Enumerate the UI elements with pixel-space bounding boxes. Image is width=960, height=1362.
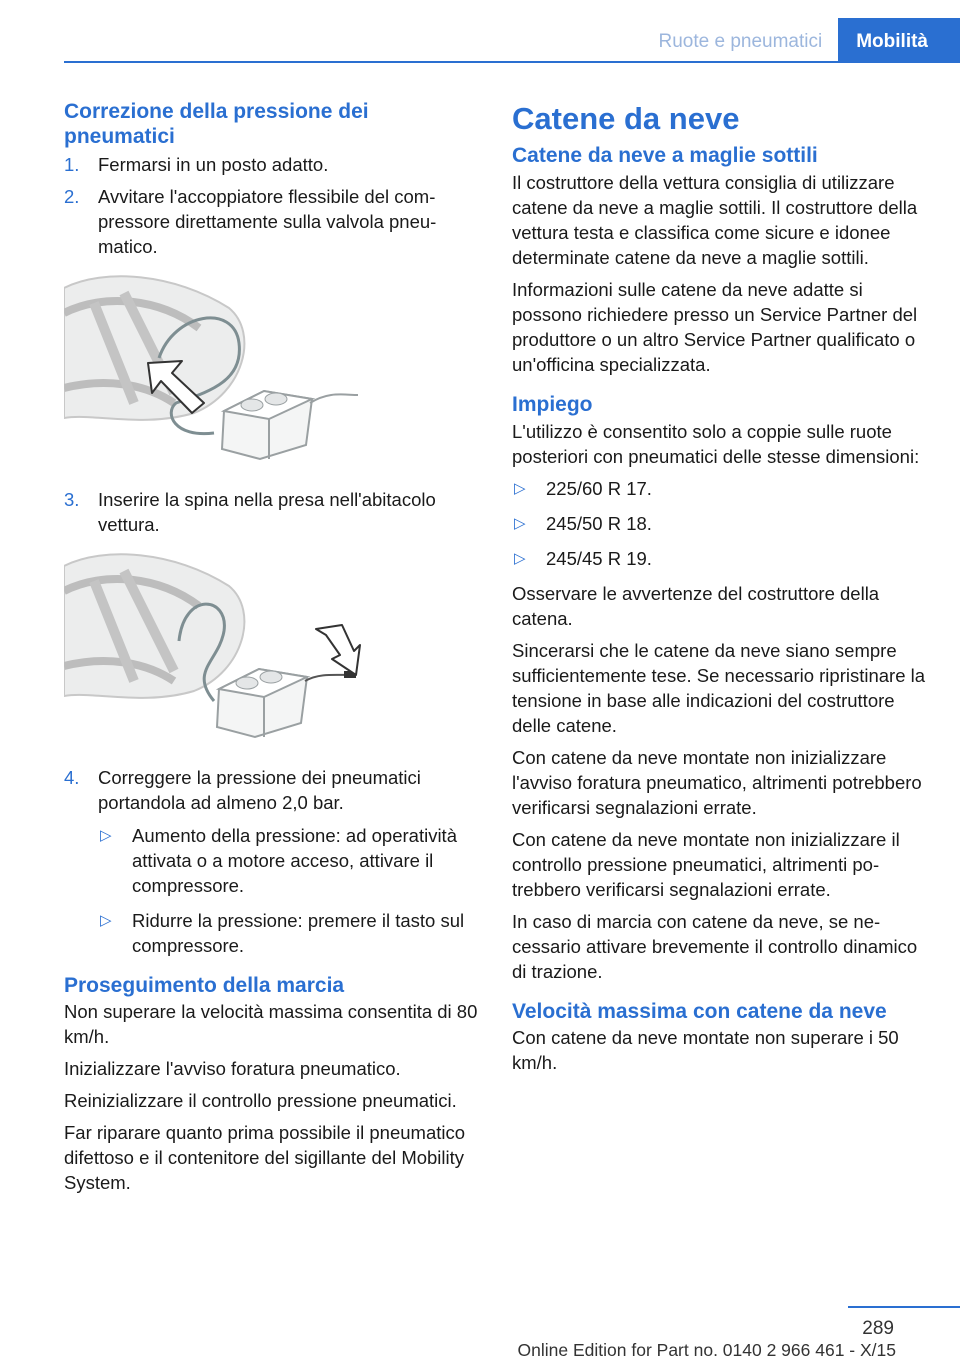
figure-compressor-plug-socket <box>64 551 364 741</box>
step-number: 4. <box>64 766 80 788</box>
bullet-increase-pressure <box>98 823 482 898</box>
figure-compressor-hose-valve <box>64 273 364 463</box>
running-header <box>643 18 960 62</box>
header-chapter-tab[interactable]: Mobilità <box>838 18 960 62</box>
tire-size-item <box>512 546 930 571</box>
heading-tire-pressure-correction: Correzione della pressione dei pneumatici <box>64 100 369 148</box>
step-text: Correggere la pressione dei pneumatici portandola ad almeno 2,0 bar. <box>98 766 421 813</box>
step-4 <box>64 765 482 958</box>
paragraph-flat-tire-warning: Con catene da neve montate non inizializzare l'avviso foratura pneumatico, altrimenti potrebbero verificarsi segnalazioni errate. <box>512 746 922 818</box>
paragraph-speed-limit: Non superare la velocità massima consentita di 80 km/h. <box>64 1001 478 1048</box>
steps-list-final <box>64 765 482 958</box>
tire-size-text: 245/45 R 19. <box>546 547 652 569</box>
heading-snow-chains: Catene da neve <box>512 101 740 136</box>
paragraph-usage-intro: L'utilizzo è consentito solo a coppie sulle ruote posteriori con pneumatici delle stesse dimensioni: <box>512 420 920 467</box>
tire-size-text: 225/60 R 17. <box>546 477 652 499</box>
tire-size-text: 245/50 R 18. <box>546 512 652 534</box>
paragraph-init-warning: Inizializzare l'avviso foratura pneumatico. <box>64 1058 401 1080</box>
step-number: 3. <box>64 488 80 510</box>
step-1 <box>64 152 482 177</box>
right-column <box>512 100 930 1082</box>
edition-footer: Online Edition for Part no. 0140 2 966 461 - X/15 <box>517 1340 896 1360</box>
bullet-text: Ridurre la pressione: premere il tasto sul compressore. <box>132 909 465 956</box>
tire-size-item <box>512 476 930 501</box>
tire-size-item <box>512 511 930 536</box>
triangle-bullet-icon: ▷ <box>514 479 526 497</box>
paragraph-observe-warnings: Osservare le avvertenze del costruttore della catena. <box>512 582 880 629</box>
heading-fine-link-chains: Catene da neve a maglie sottili <box>512 144 818 168</box>
left-column <box>64 100 482 1202</box>
step-3 <box>64 487 482 537</box>
pressure-adjust-list <box>98 823 482 958</box>
header-rule <box>64 61 960 63</box>
heading-max-speed-chains: Velocità massima con catene da neve <box>512 999 887 1023</box>
paragraph-reinit-monitor: Reinizializzare il controllo pressione pneumatici. <box>64 1090 457 1112</box>
steps-list <box>64 152 482 259</box>
heading-usage: Impiego <box>512 392 593 416</box>
triangle-bullet-icon: ▷ <box>514 514 526 532</box>
paragraph-recommendation: Il costruttore della vettura consiglia di utilizzare catene da neve a maglie sottili. Il costruttore della vettura testa e classifica come sicure e idonee determinate catene da neve a maglie sottili. <box>512 171 918 268</box>
bullet-reduce-pressure <box>98 908 482 958</box>
heading-continue-driving: Proseguimento della marcia <box>64 973 345 997</box>
paragraph-repair: Far riparare quanto prima possibile il pneumatico difettoso e il contenitore del sigillante del Mobility System. <box>64 1122 466 1194</box>
header-section-tab[interactable]: Ruote e pneumatici <box>658 31 823 52</box>
step-number: 1. <box>64 153 80 175</box>
paragraph-traction-control: In caso di marcia con catene da neve, se necessario attivare brevemente il controllo dinamico di trazione. <box>512 910 918 982</box>
page-number: 289 <box>862 1318 894 1339</box>
paragraph-pressure-monitor: Con catene da neve montate non inizializzare il controllo pressione pneumatici, altrimenti potrebbero verificarsi segnalazioni errate. <box>512 828 900 900</box>
step-text: Fermarsi in un posto adatto. <box>98 153 329 175</box>
step-number: 2. <box>64 185 80 207</box>
step-2 <box>64 184 482 259</box>
paragraph-max-speed: Con catene da neve montate non superare i 50 km/h. <box>512 1027 899 1074</box>
paragraph-chain-tension: Sincerarsi che le catene da neve siano sempre sufficientemente tese. Se necessario ripristinare la tensione in base alle indicazioni del costruttore delle catene. <box>512 639 926 736</box>
triangle-bullet-icon: ▷ <box>514 549 526 567</box>
steps-list-continued <box>64 487 482 537</box>
triangle-bullet-icon: ▷ <box>100 911 112 929</box>
footer-rule <box>848 1306 960 1308</box>
paragraph-information: Informazioni sulle catene da neve adatte si possono richiedere presso un Service Partner del produttore o un altro Service Partner qualificato o un'officina specializzata. <box>512 278 918 375</box>
triangle-bullet-icon: ▷ <box>100 826 112 844</box>
compressor-on-wheel-illustration <box>64 273 364 463</box>
tire-size-list <box>512 476 930 571</box>
step-text: Avvitare l'accoppiatore flessibile del compressore direttamente sulla valvola pneumatico. <box>98 185 437 257</box>
bullet-text: Aumento della pressione: ad operatività attivata o a motore acceso, attivare il compressore. <box>132 824 457 896</box>
compressor-plug-illustration <box>64 551 364 741</box>
step-text: Inserire la spina nella presa nell'abitacolo vettura. <box>98 488 436 535</box>
